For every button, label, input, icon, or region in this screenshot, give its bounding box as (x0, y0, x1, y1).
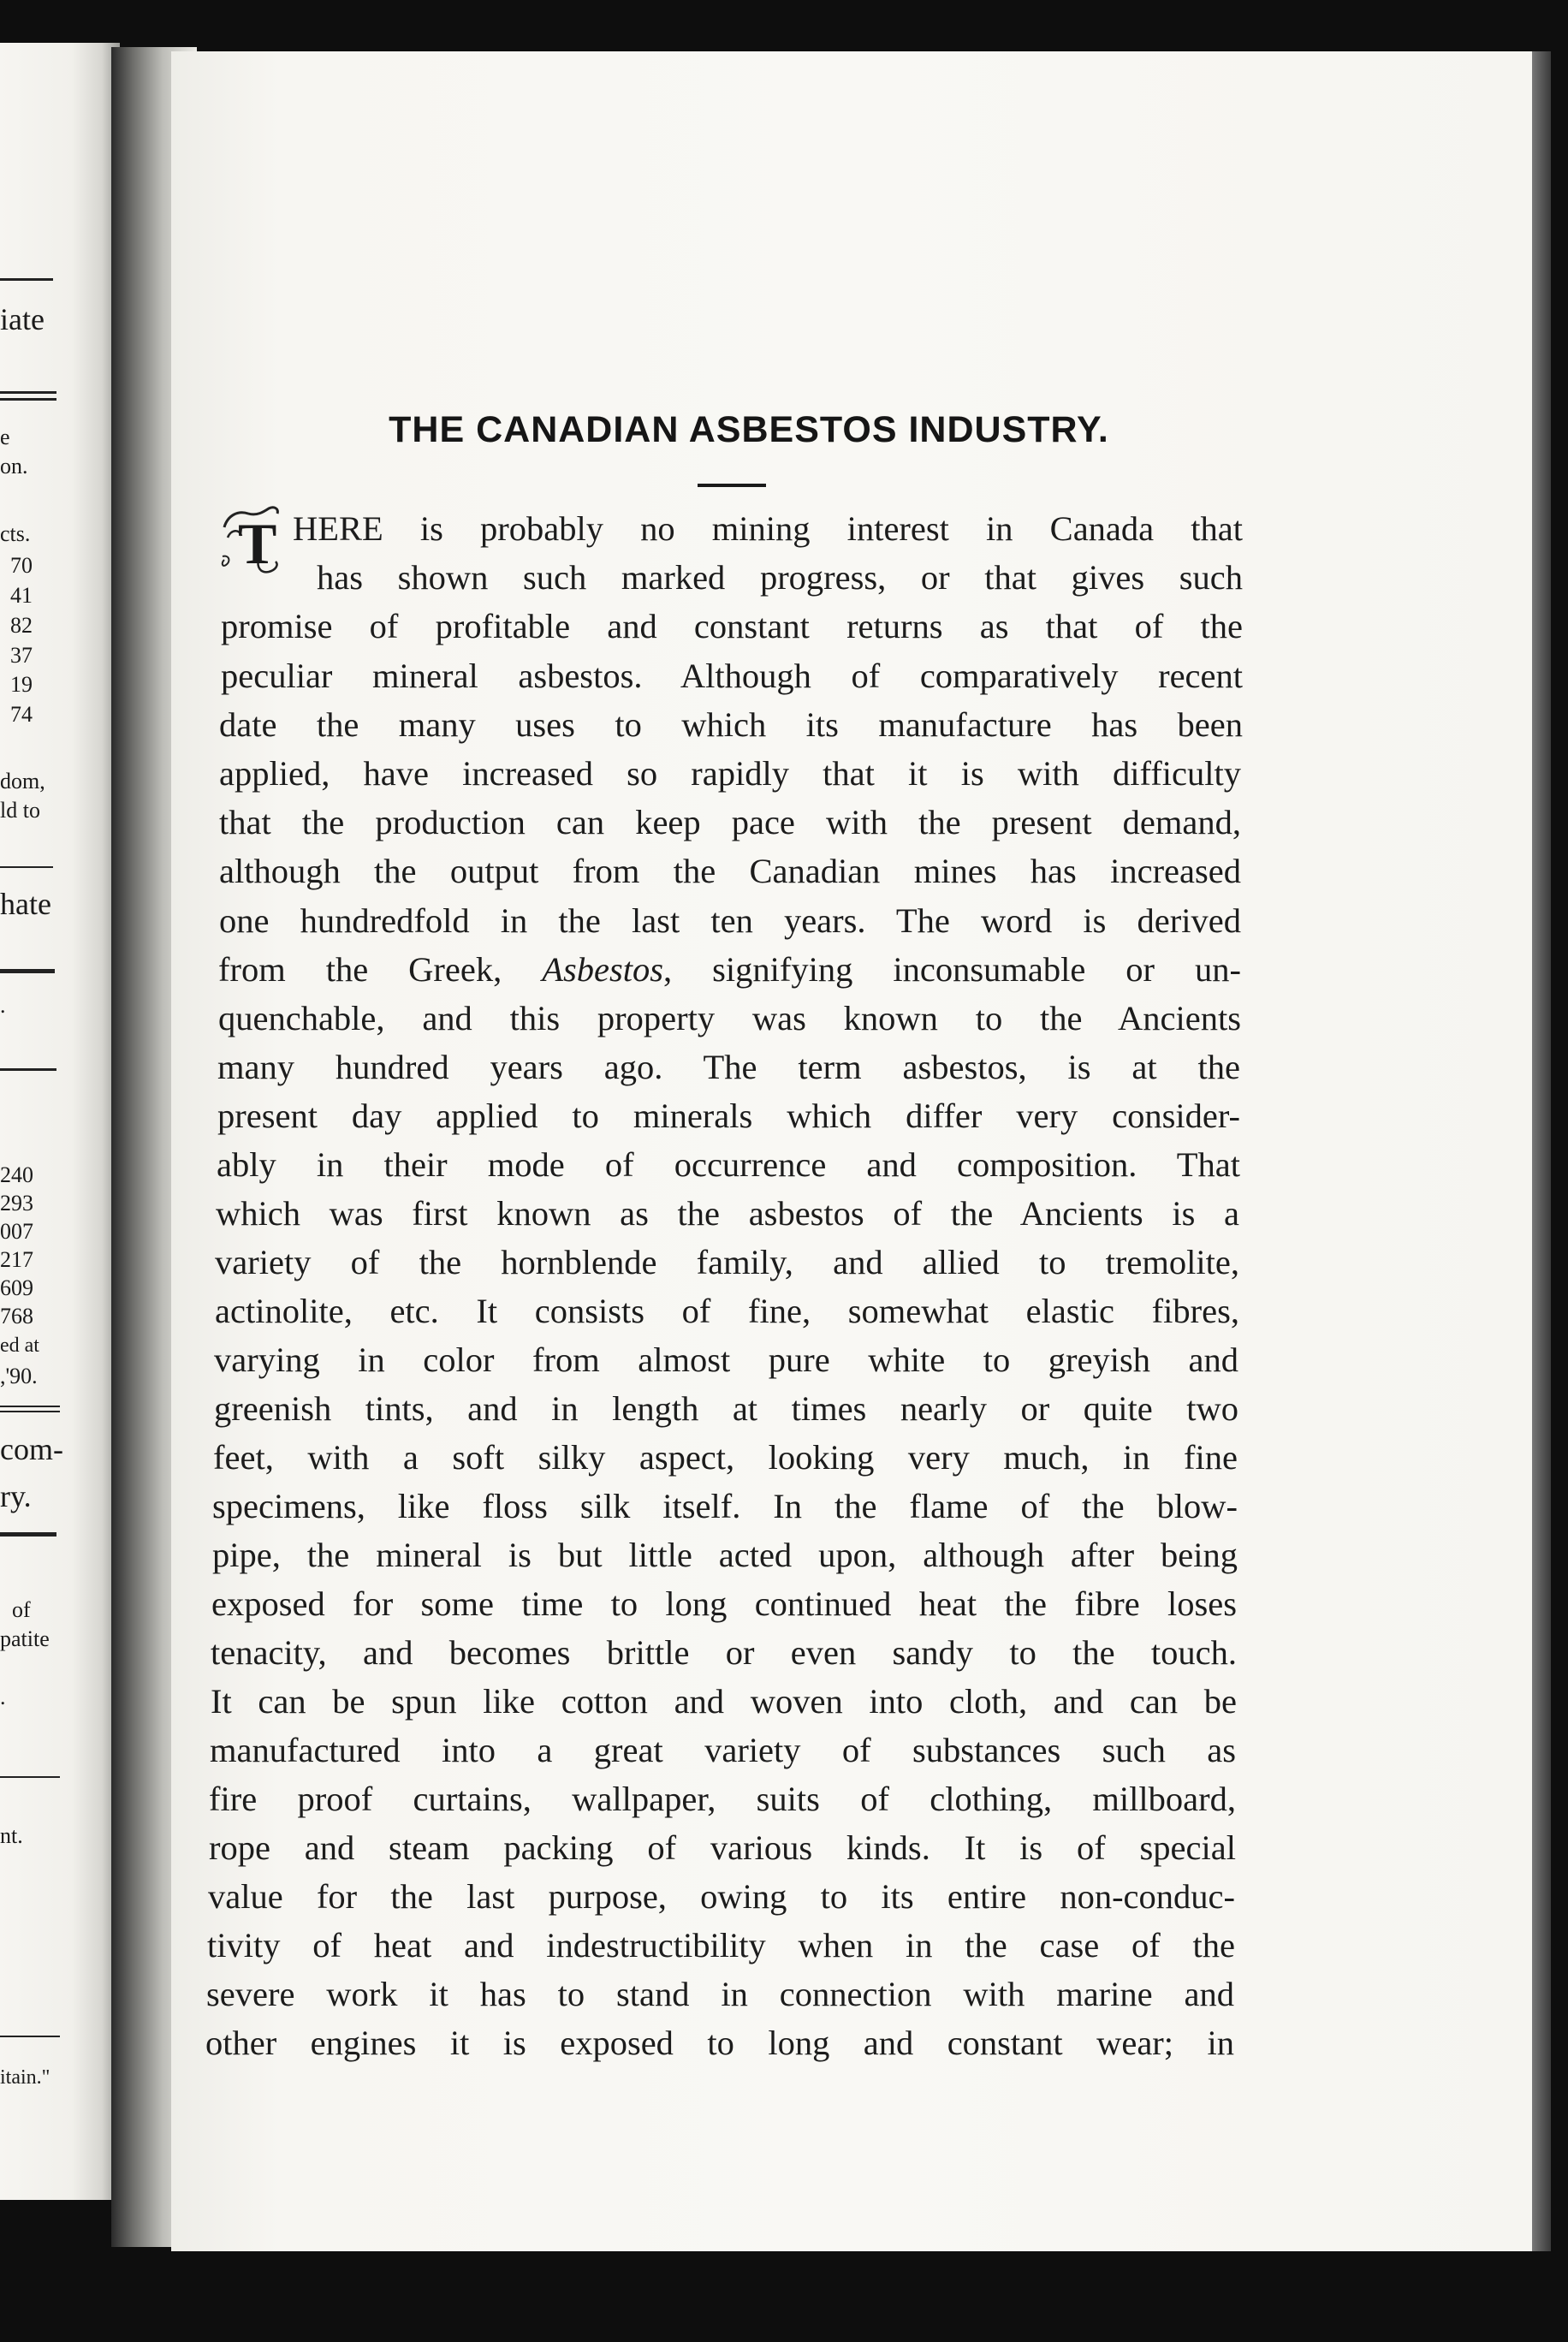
article-line: exposed for some time to long continued heat the fibre loses (211, 1584, 1237, 1623)
left-page-rule (0, 1532, 56, 1537)
left-page-line: 768 (0, 1304, 33, 1329)
article-line: quenchable, and this property was known to the Ancients (218, 999, 1241, 1037)
article-line: pipe, the mineral is but little acted upon, although after being (212, 1536, 1238, 1574)
left-page-line: iate (0, 302, 45, 336)
left-page-line: nt. (0, 1823, 23, 1848)
article-line: many hundred years ago. The term asbestos, is at the (217, 1048, 1240, 1086)
left-page-rule (0, 1406, 60, 1407)
drop-cap-ornament (219, 503, 289, 580)
article-line-segment: , signifying inconsumable or un- (663, 950, 1242, 989)
left-page-line: on. (0, 454, 28, 479)
article-line: that the production can keep pace with the present demand, (219, 803, 1241, 841)
left-page-rule (0, 1068, 56, 1071)
article-line: manufactured into a great variety of substances such as (210, 1731, 1236, 1769)
left-page-line: itain." (0, 2066, 50, 2089)
left-page-rule (0, 398, 56, 401)
article-line-segment: from the Greek, (218, 950, 502, 989)
left-page-rule (0, 2036, 60, 2037)
left-page-line: 240 (0, 1162, 33, 1187)
left-page-line: dom, (0, 769, 45, 794)
left-page-line: cts. (0, 521, 31, 546)
left-page-line: ,'90. (0, 1364, 38, 1388)
left-page-line: com- (0, 1432, 63, 1466)
article-line: It can be spun like cotton and woven into cloth, and can be (211, 1682, 1237, 1721)
ornamental-drop-cap (219, 503, 289, 580)
article-line: present day applied to minerals which differ very consider- (217, 1097, 1240, 1135)
left-page-line: 293 (0, 1191, 33, 1216)
article-line: although the output from the Canadian mines has increased (219, 852, 1241, 890)
article-line: specimens, like floss silk itself. In the flame of the blow- (212, 1487, 1238, 1525)
article-line: promise of profitable and constant returns as that of the (221, 607, 1243, 645)
left-page-line: 41 (10, 583, 33, 608)
article-line: tivity of heat and indestructibility when in the case of the (207, 1926, 1235, 1965)
article-line: peculiar mineral asbestos. Although of comparatively recent (221, 657, 1243, 695)
article-line: one hundredfold in the last ten years. The word is derived (219, 901, 1241, 940)
article-line: actinolite, etc. It consists of fine, somewhat elastic fibres, (215, 1292, 1239, 1330)
article-line (218, 950, 1242, 989)
left-page-line: ed at (0, 1334, 39, 1357)
article-line: applied, have increased so rapidly that it is with difficulty (219, 754, 1241, 793)
article-line: ably in their mode of occurrence and composition. That (217, 1145, 1240, 1184)
article-line: variety of the hornblende family, and allied to tremolite, (215, 1243, 1239, 1281)
right-page-edge (1532, 51, 1551, 2251)
left-page-rule (0, 969, 55, 973)
left-page-line: hate (0, 887, 51, 921)
left-page-rule (0, 278, 53, 281)
article-line: tenacity, and becomes brittle or even sandy to the touch. (211, 1633, 1237, 1672)
left-page-line: 70 (10, 553, 33, 578)
left-page-line: of (12, 1597, 31, 1622)
article-line: HERE is probably no mining interest in Canada that (293, 509, 1243, 548)
article-line: feet, with a soft silky aspect, looking very much, in fine (213, 1438, 1238, 1477)
left-page-rule (0, 391, 56, 394)
article-line: other engines it is exposed to long and constant wear; in (205, 2024, 1234, 2062)
title-rule (698, 484, 766, 487)
left-page-line: e (0, 425, 10, 449)
italic-term: Asbestos (542, 950, 663, 989)
left-page-line: 37 (10, 643, 33, 668)
article-line: rope and steam packing of various kinds. It is of special (209, 1828, 1236, 1867)
left-page-edge (0, 43, 120, 2200)
left-page-line: 74 (10, 702, 33, 727)
article-line: value for the last purpose, owing to its entire non-conduc- (208, 1877, 1235, 1916)
article-line: which was first known as the asbestos of the Ancients is a (216, 1194, 1239, 1233)
article-line: greenish tints, and in length at times nearly or quite two (214, 1389, 1238, 1428)
article-title: THE CANADIAN ASBESTOS INDUSTRY. (389, 409, 1109, 450)
left-page-line: 007 (0, 1219, 33, 1244)
left-page-line: . (0, 1685, 6, 1709)
article-line: has shown such marked progress, or that gives such (317, 558, 1243, 597)
left-page-rule (0, 866, 53, 868)
article-line: date the many uses to which its manufacture has been (219, 705, 1243, 744)
article-line: varying in color from almost pure white to greyish and (214, 1340, 1238, 1379)
left-page-line: ld to (0, 798, 40, 823)
article-line: severe work it has to stand in connection with marine and (206, 1975, 1234, 2013)
left-page-rule (0, 1411, 60, 1412)
left-page-rule (0, 1776, 60, 1778)
left-page-line: 609 (0, 1275, 33, 1300)
left-page-line: 217 (0, 1247, 33, 1272)
left-page-line: patite (0, 1626, 50, 1651)
left-page-line: 19 (10, 672, 33, 697)
svg-text:T: T (238, 511, 277, 576)
article-line: fire proof curtains, wallpaper, suits of clothing, millboard, (209, 1780, 1236, 1818)
left-page-line: . (0, 993, 6, 1018)
left-page-line: ry. (0, 1479, 32, 1513)
left-page-line: 82 (10, 613, 33, 638)
